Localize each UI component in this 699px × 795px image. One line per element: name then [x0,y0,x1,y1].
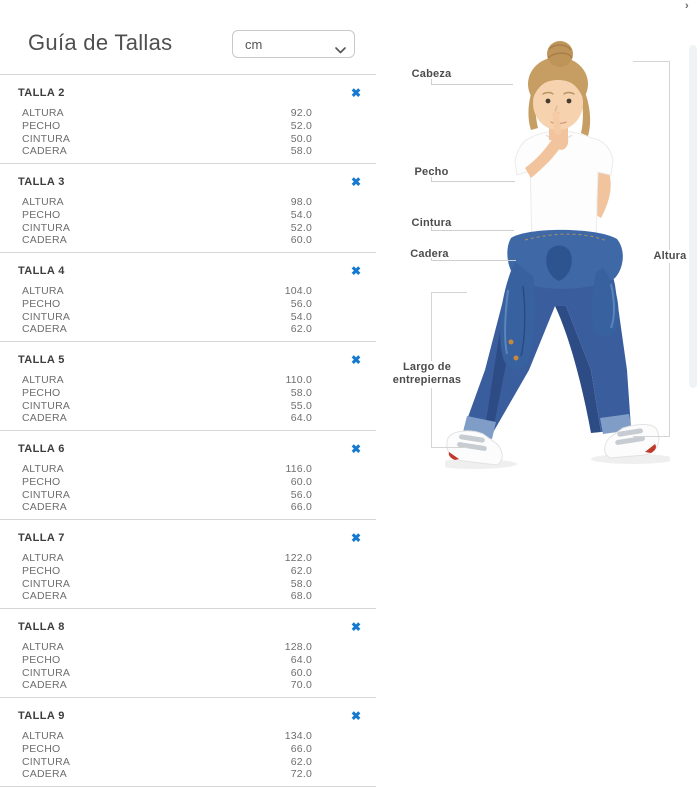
close-icon[interactable]: ✖ [350,263,361,278]
close-icon[interactable]: ✖ [350,174,361,189]
measurement-row [22,476,312,489]
measurement-value: 54.0 [290,208,312,221]
measurement-row [22,590,312,603]
measurement-value: 58.0 [290,145,312,158]
measurement-value: 58.0 [290,386,312,399]
measurement-label: ALTURA [22,730,64,742]
measurement-label: PECHO [22,297,61,310]
close-icon[interactable]: ✖ [350,352,361,367]
size-section-header [18,175,361,188]
measurement-row [22,489,312,502]
measurement-value: 62.0 [290,564,312,577]
size-list [0,74,376,786]
measurement-value: 110.0 [285,374,312,386]
measurement-label: CINTURA [22,310,71,323]
size-name: TALLA 6 [18,442,65,455]
measurement-value: 70.0 [290,679,312,692]
altura-label: Altura [644,250,696,263]
figure-head [528,41,590,140]
measurement-value: 60.0 [290,666,312,679]
measurement-value: 64.0 [290,412,312,425]
measurement-label: PECHO [22,119,61,132]
measurement-rows [22,730,312,781]
measurement-rows [22,641,312,692]
measurement-row [22,501,312,514]
measurement-label: ALTURA [22,285,64,297]
measurement-label: CADERA [22,590,67,603]
size-section [0,430,376,519]
size-section-header [18,709,361,722]
size-section-header [18,620,361,633]
measurement-row [22,641,312,654]
size-section-header [18,86,361,99]
measurement-row [22,120,312,133]
measurement-row [22,667,312,680]
size-name: TALLA 7 [18,531,65,544]
measurement-rows [22,463,312,514]
measurement-label: ALTURA [22,463,64,475]
measurement-label: CINTURA [22,666,71,679]
measurement-label: CADERA [22,679,67,692]
measurement-value: 66.0 [290,742,312,755]
measurement-value: 62.0 [290,755,312,768]
measurement-label: PECHO [22,653,61,666]
size-section-header [18,531,361,544]
measurement-rows [22,107,312,158]
measurement-label: PECHO [22,564,61,577]
measurement-value: 60.0 [290,234,312,247]
measurement-value: 128.0 [284,641,312,653]
altura-line [633,61,670,437]
measurement-value: 92.0 [290,107,312,119]
collapse-chevron-icon[interactable]: › [685,0,689,12]
measurement-value: 55.0 [290,399,312,412]
measurement-row [22,730,312,743]
measurement-row [22,222,312,235]
measurement-label: ALTURA [22,374,64,386]
measurement-rows [22,285,312,336]
measurement-row [22,234,312,247]
size-section-header [18,442,361,455]
size-name: TALLA 8 [18,620,65,633]
size-section [0,74,376,163]
measurement-label: ALTURA [22,552,64,564]
size-name: TALLA 5 [18,353,65,366]
measurement-row [22,743,312,756]
measurement-value: 56.0 [290,488,312,501]
measurement-value: 58.0 [290,577,312,590]
measurement-label: PECHO [22,386,61,399]
close-icon[interactable]: ✖ [350,530,361,545]
measurement-rows [22,196,312,247]
close-icon[interactable]: ✖ [350,619,361,634]
measurement-value: 62.0 [290,323,312,336]
measurement-value: 52.0 [290,221,312,234]
measurement-row [22,552,312,565]
measurement-row [22,679,312,692]
measurement-value: 50.0 [290,132,312,145]
largo-label: Largo de entrepiernas [392,361,462,386]
measurement-value: 68.0 [290,590,312,603]
measurement-row [22,387,312,400]
measurement-row [22,654,312,667]
measurement-row [22,145,312,158]
measurement-row [22,463,312,476]
size-section [0,608,376,697]
measurement-label: PECHO [22,742,61,755]
measurement-row [22,133,312,146]
cintura-label: Cintura [411,217,452,229]
size-section [0,252,376,341]
measurement-row [22,298,312,311]
measurement-row [22,323,312,336]
measurement-row [22,285,312,298]
unit-select[interactable] [232,30,355,58]
measurement-label: PECHO [22,208,61,221]
measurement-label: CINTURA [22,488,71,501]
measurement-value: 104.0 [284,285,312,297]
scrollbar[interactable] [689,45,697,388]
close-icon[interactable]: ✖ [350,85,361,100]
unit-select-wrap [232,30,355,58]
measurement-label: ALTURA [22,641,64,653]
measurement-label: ALTURA [22,196,64,208]
measurement-value: 64.0 [290,653,312,666]
cadera-label: Cadera [410,248,449,260]
measurement-value: 134.0 [284,730,312,742]
measurement-row [22,768,312,781]
measurement-row [22,578,312,591]
size-section [0,519,376,608]
measurement-value: 116.0 [285,463,312,475]
measurement-figure [390,40,699,490]
measurement-value: 72.0 [290,768,312,781]
size-name: TALLA 3 [18,175,65,188]
measurement-label: CINTURA [22,132,71,145]
measurement-value: 66.0 [290,501,312,514]
measurement-rows [22,374,312,425]
measurement-row [22,107,312,120]
measurement-value: 52.0 [290,119,312,132]
measurement-label: CADERA [22,234,67,247]
measurement-label: PECHO [22,475,61,488]
measurement-row [22,400,312,413]
measurement-label: ALTURA [22,107,64,119]
measurement-label: CADERA [22,768,67,781]
measurement-row [22,412,312,425]
size-name: TALLA 2 [18,86,65,99]
measurement-label: CINTURA [22,577,71,590]
measurement-label: CINTURA [22,755,71,768]
measurement-label: CADERA [22,501,67,514]
size-name: TALLA 4 [18,264,65,277]
size-section-header [18,353,361,366]
size-section [0,163,376,252]
size-name: TALLA 9 [18,709,65,722]
size-guide-header [0,0,376,74]
pecho-label: Pecho [414,166,449,178]
measurement-value: 60.0 [290,475,312,488]
cabeza-label: Cabeza [411,68,452,80]
measurement-rows [22,552,312,603]
measurement-value: 98.0 [290,196,312,208]
measurement-row [22,209,312,222]
measurement-row [22,756,312,769]
measurement-value: 56.0 [290,297,312,310]
measurement-value: 122.0 [284,552,312,564]
close-icon[interactable]: ✖ [350,441,361,456]
measurement-label: CADERA [22,412,67,425]
page-title: Guía de Tallas [28,30,173,55]
measurement-label: CADERA [22,145,67,158]
size-section [0,341,376,430]
size-section [0,697,376,786]
size-section-header [18,264,361,277]
list-end-divider [0,786,376,787]
close-icon[interactable]: ✖ [350,708,361,723]
measurement-label: CINTURA [22,221,71,234]
measurement-label: CINTURA [22,399,71,412]
measurement-row [22,565,312,578]
measurement-row [22,374,312,387]
measurement-label: CADERA [22,323,67,336]
measurement-row [22,311,312,324]
measurement-value: 54.0 [290,310,312,323]
measurement-row [22,196,312,209]
